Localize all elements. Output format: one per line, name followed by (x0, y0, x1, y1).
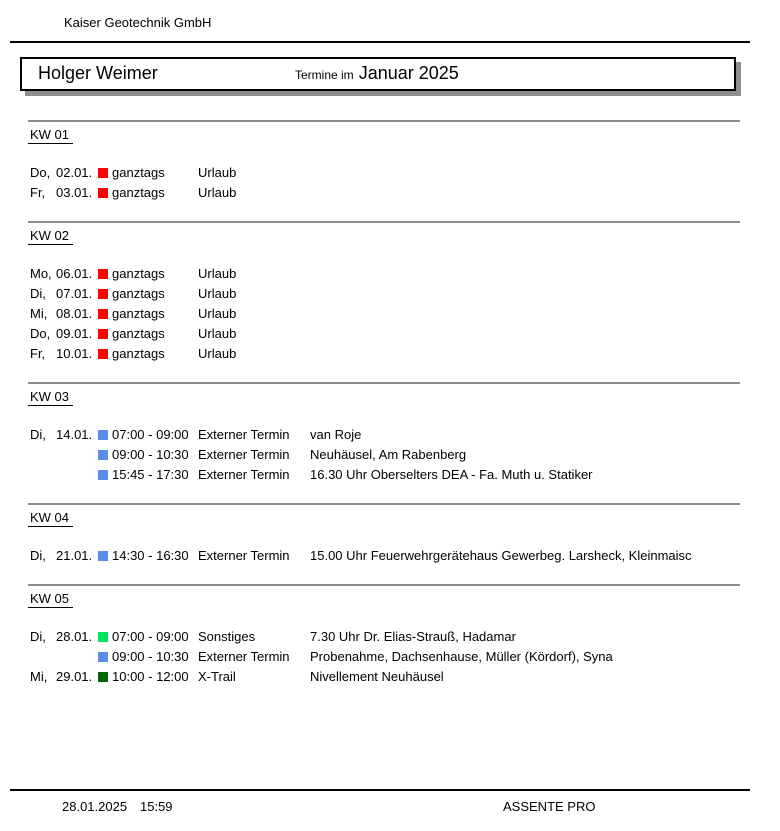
appointment-type: Externer Termin (198, 649, 290, 664)
category-marker-icon (98, 551, 108, 561)
appointment-date: 09.01. (56, 326, 93, 341)
week-section (28, 503, 740, 566)
appointment-description: 7.30 Uhr Dr. Elias-Strauß, Hadamar (310, 629, 516, 644)
week-label: KW 01 (28, 127, 73, 144)
category-marker-icon (98, 349, 108, 359)
appointment-description: 15.00 Uhr Feuerwehrgerätehaus Gewerbeg. Larsheck, Kleinmaisc (310, 548, 692, 563)
appointment-type: Urlaub (198, 306, 237, 321)
appointment-row (28, 647, 740, 667)
category-marker-icon (98, 652, 108, 662)
week-section (28, 382, 740, 485)
header-rule (10, 41, 750, 43)
appointment-time: 14:30 - 16:30 (112, 548, 189, 563)
appointment-day: Mo, (30, 266, 52, 281)
appointment-date: 29.01. (56, 669, 93, 684)
appointment-type: X-Trail (198, 669, 236, 684)
appointment-type: Sonstiges (198, 629, 256, 644)
week-section (28, 584, 740, 687)
appointment-day: Fr, (30, 185, 46, 200)
appointment-row (28, 344, 740, 364)
app-name: ASSENTE PRO (503, 799, 596, 814)
appointment-date: 21.01. (56, 548, 93, 563)
report-title-prefix: Termine im (295, 68, 354, 82)
appointment-day: Di, (30, 629, 46, 644)
appointment-description: van Roje (310, 427, 362, 442)
category-marker-icon (98, 470, 108, 480)
week-rows (28, 264, 740, 364)
appointment-type: Urlaub (198, 165, 237, 180)
category-marker-icon (98, 168, 108, 178)
appointment-row (28, 324, 740, 344)
appointment-description: 16.30 Uhr Oberselters DEA - Fa. Muth u. Statiker (310, 467, 593, 482)
appointment-date: 14.01. (56, 427, 93, 442)
appointment-row (28, 546, 740, 566)
appointment-date: 28.01. (56, 629, 93, 644)
week-divider (28, 382, 740, 384)
appointment-type: Externer Termin (198, 427, 290, 442)
appointment-type: Urlaub (198, 346, 237, 361)
category-marker-icon (98, 672, 108, 682)
appointment-day: Do, (30, 165, 51, 180)
appointment-time: ganztags (112, 326, 165, 341)
week-label: KW 03 (28, 389, 73, 406)
appointment-day: Mi, (30, 306, 48, 321)
appointment-day: Fr, (30, 346, 46, 361)
appointment-row (28, 667, 740, 687)
week-divider (28, 584, 740, 586)
appointment-description: Neuhäusel, Am Rabenberg (310, 447, 467, 462)
week-rows (28, 163, 740, 203)
appointment-day: Di, (30, 286, 46, 301)
print-date: 28.01.2025 (62, 799, 128, 814)
print-time: 15:59 (140, 799, 173, 814)
week-section (28, 221, 740, 364)
week-rows (28, 546, 740, 566)
category-marker-icon (98, 329, 108, 339)
appointment-type: Externer Termin (198, 447, 290, 462)
week-divider (28, 503, 740, 505)
week-rows (28, 627, 740, 687)
week-rows (28, 425, 740, 485)
appointment-type: Externer Termin (198, 467, 290, 482)
appointment-time: 15:45 - 17:30 (112, 467, 189, 482)
appointment-row (28, 445, 740, 465)
footer (0, 799, 780, 819)
category-marker-icon (98, 430, 108, 440)
appointment-date: 06.01. (56, 266, 93, 281)
appointment-time: ganztags (112, 306, 165, 321)
appointment-row (28, 304, 740, 324)
appointment-type: Urlaub (198, 286, 237, 301)
category-marker-icon (98, 289, 108, 299)
category-marker-icon (98, 188, 108, 198)
report-title (295, 63, 459, 84)
report-title-month: Januar 2025 (358, 63, 459, 83)
week-divider (28, 221, 740, 223)
appointment-date: 02.01. (56, 165, 93, 180)
title-box (20, 57, 736, 91)
week-label: KW 05 (28, 591, 73, 608)
appointment-date: 07.01. (56, 286, 93, 301)
category-marker-icon (98, 632, 108, 642)
appointment-time: 07:00 - 09:00 (112, 629, 189, 644)
weeks (28, 120, 740, 705)
appointment-row (28, 284, 740, 304)
appointment-date: 10.01. (56, 346, 93, 361)
company-name: Kaiser Geotechnik GmbH (64, 15, 212, 30)
appointment-day: Do, (30, 326, 51, 341)
appointment-date: 08.01. (56, 306, 93, 321)
week-divider (28, 120, 740, 122)
week-label: KW 04 (28, 510, 73, 527)
category-marker-icon (98, 450, 108, 460)
person-name: Holger Weimer (38, 63, 158, 83)
category-marker-icon (98, 269, 108, 279)
appointment-time: ganztags (112, 266, 165, 281)
appointment-type: Urlaub (198, 185, 237, 200)
appointment-time: 07:00 - 09:00 (112, 427, 189, 442)
appointment-row (28, 264, 740, 284)
appointment-row (28, 163, 740, 183)
appointment-time: ganztags (112, 286, 165, 301)
appointment-time: ganztags (112, 165, 165, 180)
appointment-day: Mi, (30, 669, 48, 684)
appointment-type: Urlaub (198, 326, 237, 341)
footer-rule (10, 789, 750, 791)
week-label: KW 02 (28, 228, 73, 245)
category-marker-icon (98, 309, 108, 319)
appointment-time: ganztags (112, 346, 165, 361)
appointment-time: ganztags (112, 185, 165, 200)
appointment-description: Nivellement Neuhäusel (310, 669, 444, 684)
appointment-date: 03.01. (56, 185, 93, 200)
week-section (28, 120, 740, 203)
appointment-row (28, 183, 740, 203)
appointment-time: 10:00 - 12:00 (112, 669, 189, 684)
appointment-day: Di, (30, 548, 46, 563)
appointment-row (28, 627, 740, 647)
appointment-day: Di, (30, 427, 46, 442)
appointment-type: Externer Termin (198, 548, 290, 563)
appointment-row (28, 465, 740, 485)
appointment-type: Urlaub (198, 266, 237, 281)
appointment-row (28, 425, 740, 445)
appointment-description: Probenahme, Dachsenhause, Müller (Kördorf), Syna (310, 649, 613, 664)
appointment-time: 09:00 - 10:30 (112, 649, 189, 664)
appointment-time: 09:00 - 10:30 (112, 447, 189, 462)
